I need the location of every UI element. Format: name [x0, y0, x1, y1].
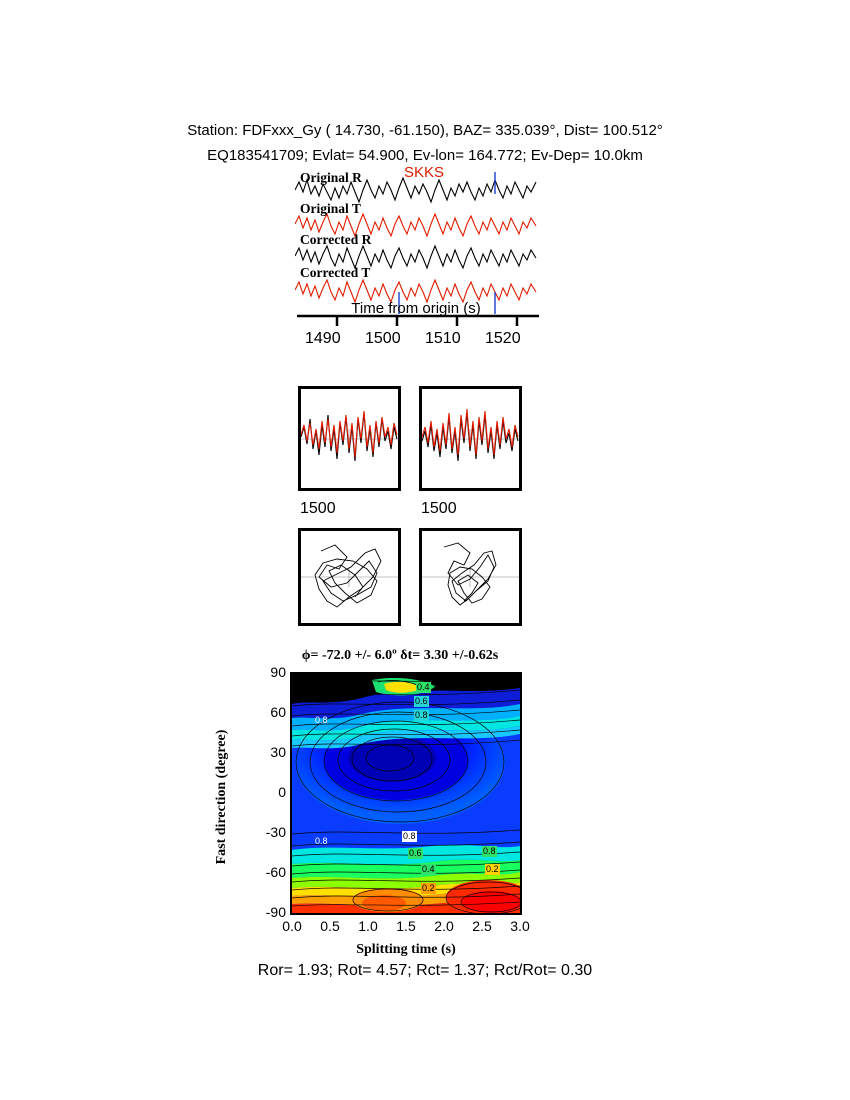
contour-label-0: 0.4 — [417, 682, 430, 692]
contour-xlabel: Splitting time (s) — [356, 942, 456, 957]
time-tick-1500: 1500 — [365, 330, 401, 347]
contour-label-1: 0.6 — [415, 696, 428, 706]
contour-surface — [292, 674, 520, 913]
contour-ylabel — [214, 542, 230, 865]
contour-xticks — [276, 918, 538, 938]
quality-metrics: Ror= 1.93; Rot= 4.57; Rct= 1.37; Rct/Rot= 0.30 — [257, 962, 593, 979]
contour-label-9: 0.2 — [486, 864, 499, 874]
trace-corrected-t — [295, 280, 536, 302]
time-tick-1510: 1510 — [425, 330, 461, 347]
header-line-event: EQ183541709; Evlat= 54.900, Ev-lon= 164.772; Ev-Dep= 10.0km — [207, 147, 643, 164]
contour-label-5: 0.8 — [403, 831, 416, 841]
contour-ylabel-text: Fast direction (degree) — [214, 729, 229, 865]
trace-label-original-t: Original T — [300, 201, 361, 216]
xtick-20: 2.0 — [434, 918, 454, 934]
xtick-00: 0.0 — [282, 918, 302, 934]
particle-motion-left-panel — [298, 528, 401, 626]
figure-header — [0, 118, 850, 168]
contour-plot — [290, 672, 522, 915]
small-panel-left-tick: 1500 — [300, 500, 336, 517]
header-line-station: Station: FDFxxx_Gy ( 14.730, -61.150), BAZ= 335.039°, Dist= 100.512° — [187, 122, 663, 139]
small-panel-right-tick: 1500 — [421, 500, 457, 517]
trace-label-corrected-t: Corrected T — [300, 265, 371, 280]
corrected-waveform-left — [301, 389, 398, 488]
corrected-waveform-left-panel — [298, 386, 401, 491]
contour-yticks — [238, 664, 286, 920]
trace-label-corrected-r: Corrected R — [300, 232, 372, 247]
skks-phase-label: SKKS — [404, 164, 445, 181]
ytick-60: 60 — [270, 704, 286, 720]
xtick-30: 3.0 — [510, 918, 530, 934]
xtick-10: 1.0 — [358, 918, 378, 934]
time-tick-1490: 1490 — [305, 330, 341, 347]
time-tick-1520: 1520 — [485, 330, 521, 347]
trace-label-original-r: Original R — [300, 170, 362, 185]
ytick-90: 90 — [270, 664, 286, 680]
particle-motion-right-panel — [419, 528, 522, 626]
contour-label-6: 0.6 — [409, 848, 422, 858]
contour-label-10: 0.2 — [422, 883, 435, 893]
xtick-05: 0.5 — [320, 918, 340, 934]
contour-title: ϕ= -72.0 +/- 6.0º δt= 3.30 +/-0.62s — [301, 648, 499, 663]
xtick-15: 1.5 — [396, 918, 416, 934]
particle-motion-left — [301, 531, 398, 623]
contour-label-7: 0.8 — [483, 846, 496, 856]
contour-label-8: 0.4 — [422, 864, 435, 874]
ytick-m90: -90 — [265, 904, 286, 920]
particle-motion-right — [422, 531, 519, 623]
contour-label-4: 0.8 — [315, 836, 328, 846]
contour-label-2: 0.8 — [415, 710, 428, 720]
ytick-30: 30 — [270, 744, 286, 760]
ytick-m30: -30 — [265, 824, 286, 840]
contour-label-3: 0.8 — [315, 715, 328, 725]
corrected-waveform-right — [422, 389, 519, 488]
xtick-25: 2.5 — [472, 918, 492, 934]
ytick-0: 0 — [278, 784, 286, 800]
time-axis-title: Time from origin (s) — [351, 300, 481, 317]
ytick-m60: -60 — [265, 864, 286, 880]
corrected-waveform-right-panel — [419, 386, 522, 491]
